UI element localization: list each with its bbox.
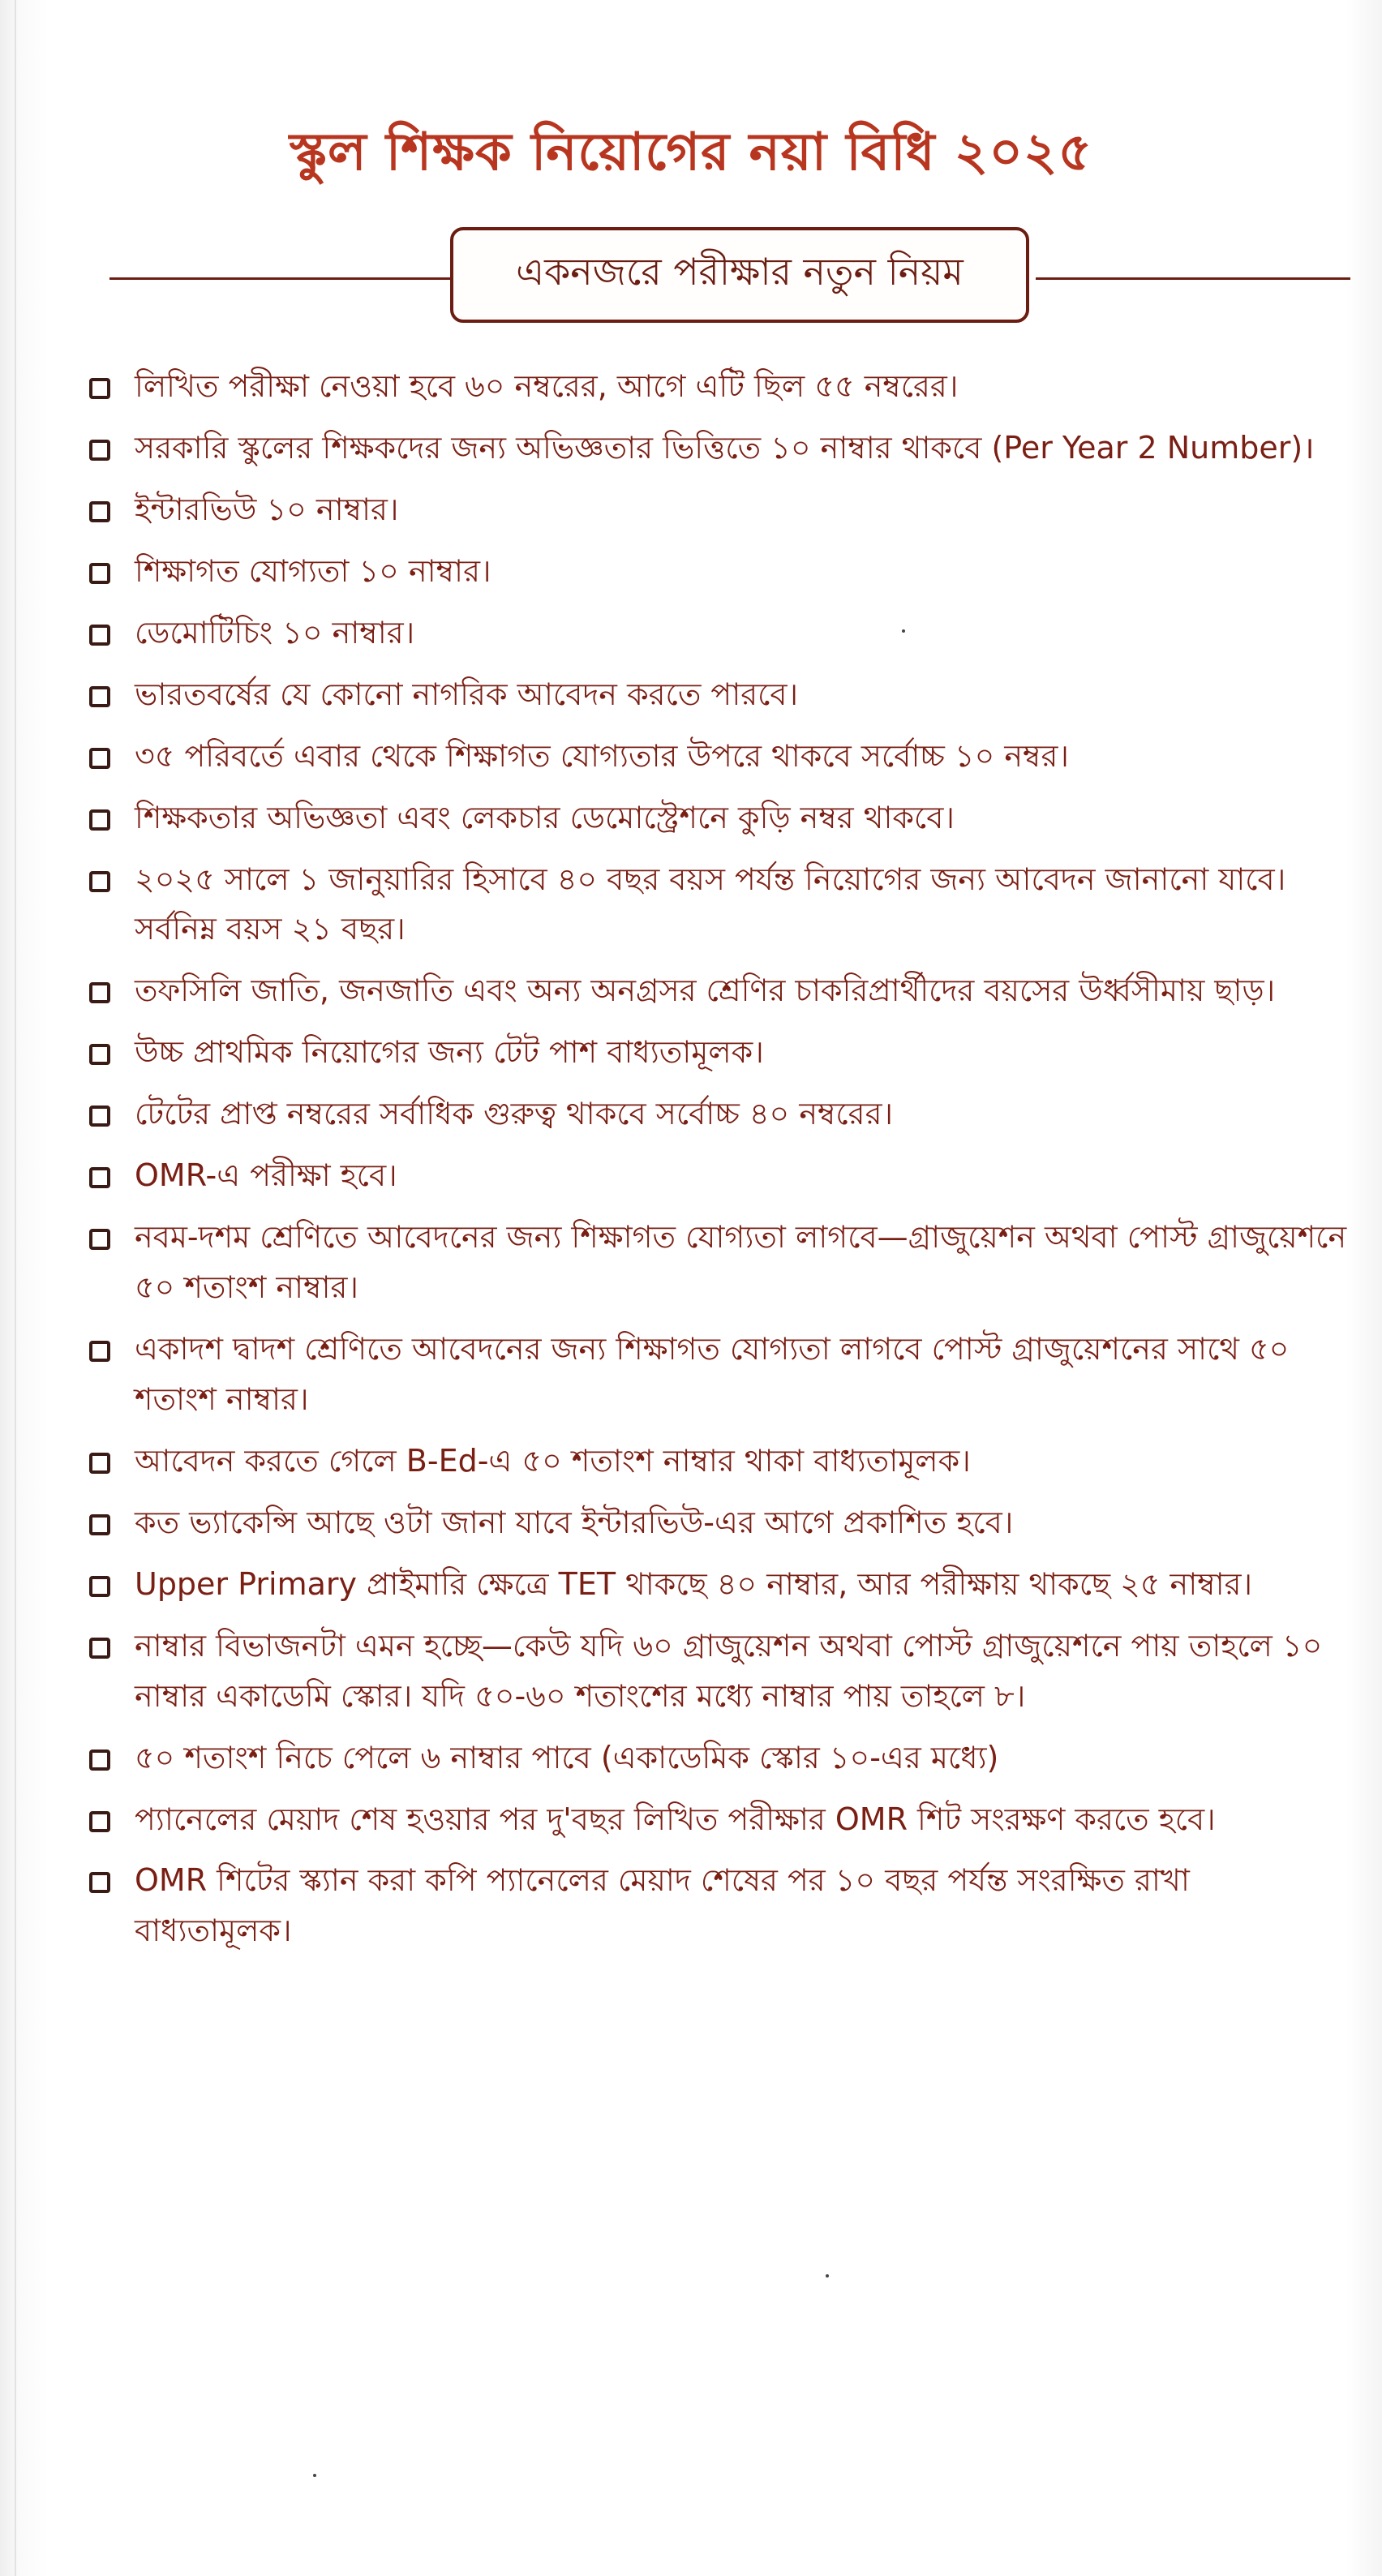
list-item (89, 1560, 1354, 1610)
rule-text: কত ভ্যাকেন্সি আছে ওটা জানা যাবে ইন্টারভিউ-এর আগে প্রকাশিত হবে। (135, 1504, 1014, 1540)
checkbox-icon (89, 1811, 110, 1832)
rule-text: টেটের প্রাপ্ত নম্বরের সর্বাধিক গুরুত্ব থাকবে সর্বোচ্চ ৪০ নম্বরের। (135, 1096, 894, 1132)
rule-text: প্যানেলের মেয়াদ শেষ হওয়ার পর দু'বছর লিখিত পরীক্ষার OMR শিট সংরক্ষণ করতে হবে। (135, 1801, 1216, 1837)
list-item (89, 485, 1354, 535)
list-item (89, 670, 1354, 720)
list-item (89, 1324, 1354, 1425)
rules-list (89, 362, 1354, 1968)
list-item (89, 608, 1354, 659)
rule-text: সরকারি স্কুলের শিক্ষকদের জন্য অভিজ্ঞতার ভিত্তিতে ১০ নাম্বার থাকবে (Per Year 2 Number)। (135, 429, 1315, 466)
rule-text: লিখিত পরীক্ষা নেওয়া হবে ৬০ নম্বরের, আগে এটি ছিল ৫৫ নম্বরের। (135, 368, 959, 404)
rule-text: নবম-দশম শ্রেণিতে আবেদনের জন্য শিক্ষাগত যোগ্যতা লাগবে—গ্রাজুয়েশন অথবা পোস্ট গ্রাজুয়েশনে ৫০ শতাংশ নাম্বার। (135, 1219, 1347, 1306)
list-item (89, 1621, 1354, 1722)
checkbox-icon (89, 686, 110, 707)
list-item (89, 1795, 1354, 1845)
checkbox-icon (89, 1167, 110, 1188)
checkbox-icon (89, 1229, 110, 1250)
checkbox-icon (89, 1638, 110, 1659)
speck-2 (826, 2274, 829, 2278)
rule-text: ইন্টারভিউ ১০ নাম্বার। (135, 491, 399, 527)
rule-text: শিক্ষাগত যোগ্যতা ১০ নাম্বার। (135, 552, 491, 589)
checkbox-icon (89, 1576, 110, 1597)
checkbox-icon (89, 1750, 110, 1771)
list-item (89, 966, 1354, 1016)
rule-text: ৫০ শতাংশ নিচে পেলে ৬ নাম্বার পাবে (একাডেমিক স্কোর ১০-এর মধ্যে) (135, 1739, 999, 1775)
page-title: স্কুল শিক্ষক নিয়োগের নয়া বিধি ২০২৫ (289, 122, 1093, 182)
checkbox-icon (89, 1453, 110, 1474)
checkbox-icon (89, 563, 110, 584)
page-edge (15, 0, 16, 2576)
list-item (89, 1498, 1354, 1548)
list-item (89, 1151, 1354, 1201)
rule-text: আবেদন করতে গেলে B-Ed-এ ৫০ শতাংশ নাম্বার থাকা বাধ্যতামূলক। (135, 1442, 971, 1479)
list-item (89, 1733, 1354, 1784)
checkbox-icon (89, 625, 110, 646)
rule-text: একাদশ দ্বাদশ শ্রেণিতে আবেদনের জন্য শিক্ষাগত যোগ্যতা লাগবে পোস্ট গ্রাজুয়েশনের সাথে ৫০ শতাংশ নাম্বার। (135, 1331, 1290, 1417)
checkbox-icon (89, 378, 110, 399)
subtitle-banner (109, 221, 1350, 334)
rule-text: ২০২৫ সালে ১ জানুয়ারির হিসাবে ৪০ বছর বয়স পর্যন্ত নিয়োগের জন্য আবেদন জানানো যাবে। সর্বনিম্ন বয়স ২১ বছর। (135, 861, 1286, 947)
list-item (89, 1028, 1354, 1078)
list-item (89, 423, 1354, 474)
divider-right (1036, 277, 1350, 280)
speck-3 (313, 2474, 316, 2477)
rule-text: শিক্ষকতার অভিজ্ঞতা এবং লেকচার ডেমোস্ট্রেশনে কুড়ি নম্বর থাকবে। (135, 799, 955, 835)
checkbox-icon (89, 501, 110, 522)
checkbox-icon (89, 1514, 110, 1535)
rule-text: তফসিলি জাতি, জনজাতি এবং অন্য অনগ্রসর শ্রেণির চাকরিপ্রার্থীদের বয়সের উর্ধ্বসীমায় ছাড়। (135, 972, 1276, 1009)
rule-text: ডেমোটিচিং ১০ নাম্বার। (135, 614, 415, 650)
rule-text: নাম্বার বিভাজনটা এমন হচ্ছে—কেউ যদি ৬০ গ্রাজুয়েশন অথবা পোস্ট গ্রাজুয়েশনে পায় তাহলে ১০ নাম্বার একাডেমি স্কোর। যদি ৫০-৬০ শতাংশের মধ্যে নাম্বার পায় তাহলে ৮। (135, 1627, 1323, 1714)
list-item (89, 1213, 1354, 1313)
speck-1 (902, 629, 905, 633)
list-item (89, 1436, 1354, 1487)
list-item (89, 1856, 1354, 1956)
checkbox-icon (89, 1044, 110, 1065)
list-item (89, 547, 1354, 597)
list-item (89, 362, 1354, 412)
subtitle: একনজরে পরীক্ষার নতুন নিয়ম (450, 227, 1029, 323)
checkbox-icon (89, 871, 110, 892)
rule-text: OMR-এ পরীক্ষা হবে। (135, 1157, 397, 1194)
rule-text: Upper Primary প্রাইমারি ক্ষেত্রে TET থাকছে ৪০ নাম্বার, আর পরীক্ষায় থাকছে ২৫ নাম্বার। (135, 1565, 1253, 1602)
list-item (89, 1089, 1354, 1140)
rule-text: উচ্চ প্রাথমিক নিয়োগের জন্য টেট পাশ বাধ্যতামূলক। (135, 1034, 764, 1071)
checkbox-icon (89, 982, 110, 1003)
checkbox-icon (89, 1872, 110, 1893)
list-item (89, 793, 1354, 844)
divider-left (109, 277, 450, 280)
checkbox-icon (89, 1106, 110, 1127)
checkbox-icon (89, 748, 110, 769)
list-item (89, 855, 1354, 955)
list-item (89, 732, 1354, 782)
rule-text: ভারতবর্ষের যে কোনো নাগরিক আবেদন করতে পারবে। (135, 676, 799, 712)
checkbox-icon (89, 1341, 110, 1362)
rule-text: OMR শিটের স্ক্যান করা কপি প্যানেলের মেয়াদ শেষের পর ১০ বছর পর্যন্ত সংরক্ষিত রাখা বাধ্যতামূলক। (135, 1862, 1190, 1949)
rule-text: ৩৫ পরিবর্তে এবার থেকে শিক্ষাগত যোগ্যতার উপরে থাকবে সর্বোচ্চ ১০ নম্বর। (135, 737, 1069, 774)
checkbox-icon (89, 440, 110, 461)
checkbox-icon (89, 809, 110, 831)
